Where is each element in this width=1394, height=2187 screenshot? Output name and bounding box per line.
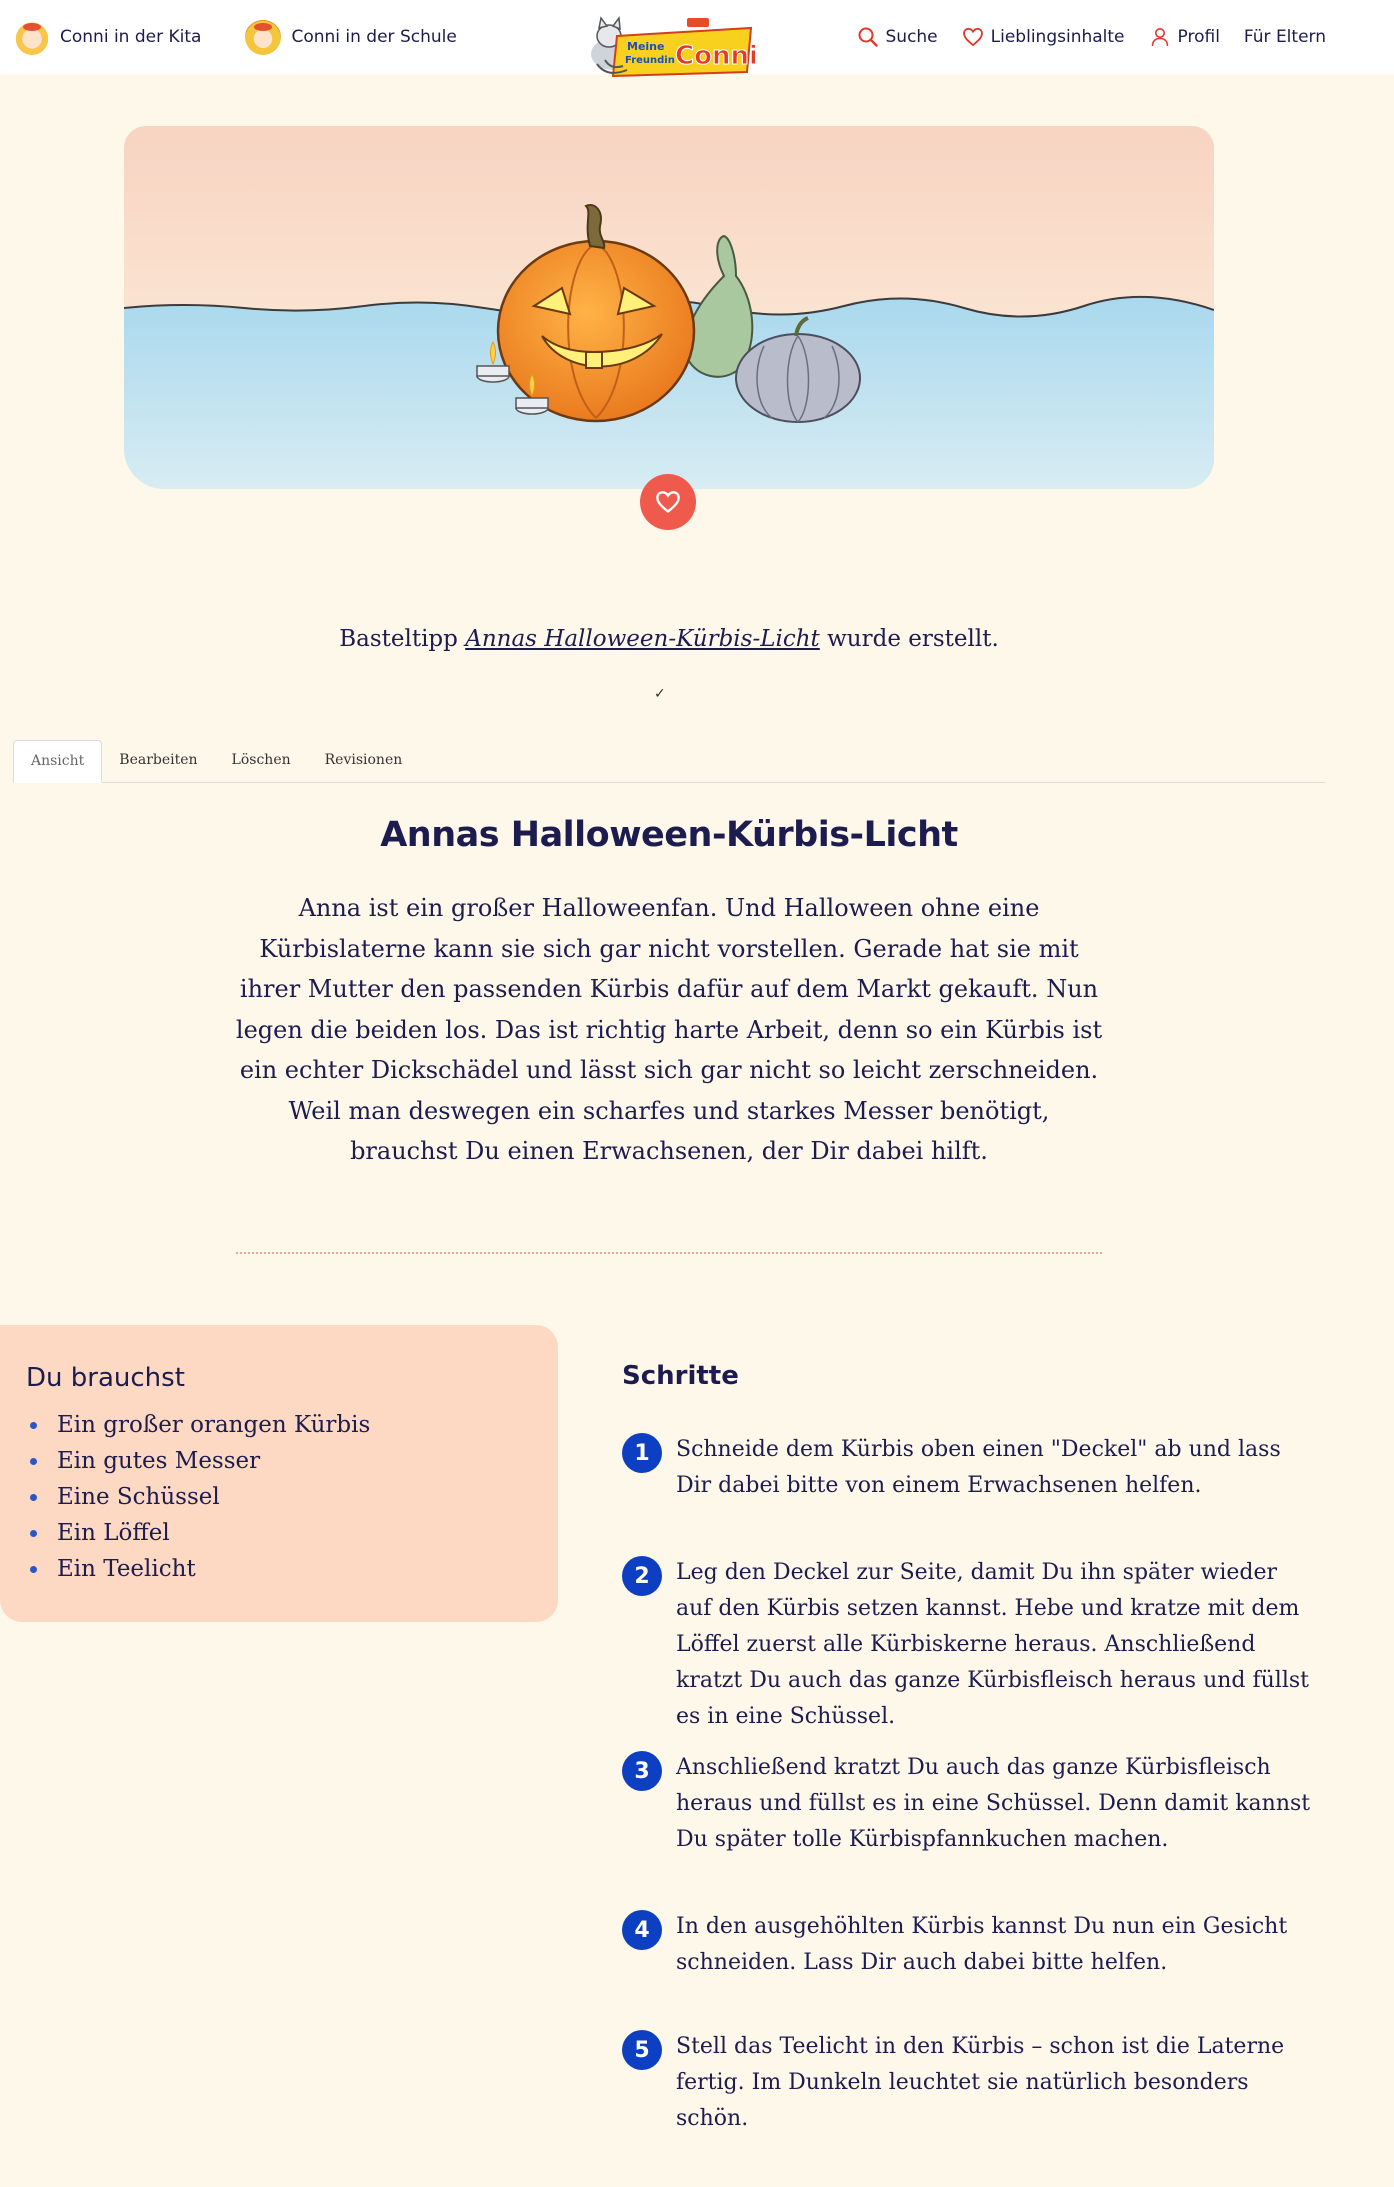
heart-icon [654,489,682,515]
nav-conni-schule-label: Conni in der Schule [291,27,457,47]
step-number-badge: 5 [622,2030,662,2070]
search-icon [857,26,879,48]
nav-right [857,0,1327,74]
nav-search-link[interactable] [857,26,938,48]
tab-revisions[interactable]: Revisionen [324,751,403,768]
status-prefix: Basteltipp [339,626,458,652]
materials-box [0,1325,558,1622]
tab-view[interactable]: Ansicht [13,740,102,783]
nav-profile-label: Profil [1177,27,1220,47]
nav-left [14,0,457,74]
nav-parents-link[interactable] [1244,27,1326,47]
status-link[interactable]: Annas Halloween-Kürbis-Licht [465,626,820,652]
logo-icon [583,10,755,82]
nav-conni-kita-label: Conni in der Kita [60,27,202,47]
add-to-favorites-button[interactable] [640,474,696,530]
list-item: Ein großer orangen Kürbis [26,1407,558,1443]
user-icon [1149,26,1171,48]
list-item: Ein Löffel [26,1515,558,1551]
dotted-divider [236,1252,1102,1254]
page-title: Annas Halloween-Kürbis-Licht [380,815,958,855]
step-text: Stell das Teelicht in den Kürbis – schon ist die Laterne fertig. Im Dunkeln leuchtet sie natürlich besonders schön. [676,2034,1285,2131]
heart-icon [962,26,984,48]
nav-conni-schule-link[interactable] [245,19,456,55]
materials-title: Du brauchst [26,1363,185,1393]
step-1 [622,1432,1322,1504]
step-number-badge: 3 [622,1751,662,1791]
step-3 [622,1750,1322,1858]
meine-freundin-conni-logo[interactable] [583,10,755,82]
materials-list [26,1407,558,1587]
step-number-badge: 1 [622,1433,662,1473]
svg-text:Meine: Meine [627,40,665,53]
tab-delete[interactable]: Löschen [231,751,291,768]
halloween-pumpkin-illustration [124,126,1214,489]
nav-favorites-link[interactable] [962,26,1125,48]
tab-edit[interactable]: Bearbeiten [119,751,198,768]
list-item: Ein gutes Messer [26,1443,558,1479]
nav-favorites-label: Lieblingsinhalte [990,27,1125,47]
hero-image [124,126,1214,489]
steps-title: Schritte [622,1361,739,1391]
status-check-icon: ✓ [654,686,666,702]
step-number-badge: 4 [622,1910,662,1950]
step-text: Schneide dem Kürbis oben einen "Deckel" ab und lass Dir dabei bitte von einem Erwachsenen helfen. [676,1437,1281,1498]
nav-search-label: Suche [885,27,938,47]
svg-text:Freundin: Freundin [625,55,675,66]
step-5 [622,2029,1322,2137]
site-header [0,0,1394,74]
nav-conni-kita-link[interactable] [14,19,201,55]
step-text: Leg den Deckel zur Seite, damit Du ihn später wieder auf den Kürbis setzen kannst. Hebe und kratze mit dem Löffel zuerst alle Kürbiskerne heraus. Anschließend kratzt Du auch das ganze Kürbisfleisch heraus und füllst es in eine Schüssel. [676,1560,1310,1729]
status-message [0,626,1338,652]
conni-schule-avatar-icon [245,19,281,55]
step-text: Anschließend kratzt Du auch das ganze Kürbisfleisch heraus und füllst es in eine Schüssel. Denn damit kannst Du später tolle Kürbispfannkuchen machen. [676,1755,1311,1852]
step-text: In den ausgehöhlten Kürbis kannst Du nun ein Gesicht schneiden. Lass Dir auch dabei bitte helfen. [676,1914,1288,1975]
status-suffix: wurde erstellt. [827,626,999,652]
svg-text:Conni: Conni [675,41,755,71]
local-tasks-tabs [13,740,1325,783]
intro-text: Anna ist ein großer Halloweenfan. Und Halloween ohne eine Kürbislaterne kann sie sich gar nicht vorstellen. Gerade hat sie mit ihrer Mutter den passenden Kürbis dafür auf dem Markt gekauft. Nun legen die beiden los. Das ist richtig harte Arbeit, denn so ein Kürbis ist ein echter Dickschädel und lässt sich gar nicht so leicht zerschneiden. Weil man deswegen ein scharfes und starkes Messer benötigt, brauchst Du einen Erwachsenen, der Dir dabei hilft. [235,894,1103,1165]
conni-kita-avatar-icon [14,19,50,55]
step-4 [622,1909,1322,1981]
list-item: Ein Teelicht [26,1551,558,1587]
nav-parents-label: Für Eltern [1243,27,1326,47]
nav-profile-link[interactable] [1149,26,1220,48]
step-2 [622,1555,1322,1735]
list-item: Eine Schüssel [26,1479,558,1515]
step-number-badge: 2 [622,1556,662,1596]
